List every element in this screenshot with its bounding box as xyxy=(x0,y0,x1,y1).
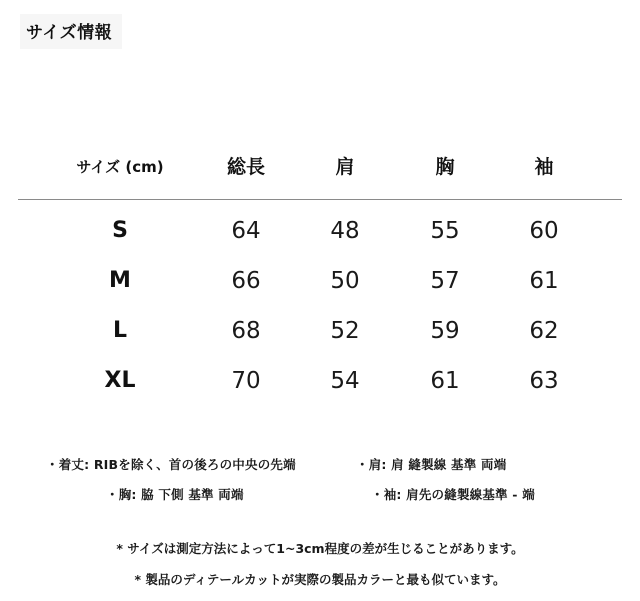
size-label: M xyxy=(109,268,131,293)
table-cell: 55 xyxy=(430,218,460,244)
table-row xyxy=(0,316,640,346)
note-shoulder: ・肩: 肩 縫製線 基準 両端 xyxy=(356,457,507,472)
table-row xyxy=(0,266,640,296)
disclaimer-color: * 製品のディテールカットが実際の製品カラーと最も似ています。 xyxy=(134,572,506,587)
table-cell: 70 xyxy=(231,368,261,394)
page-title: サイズ情報 xyxy=(20,14,122,49)
table-cell: 54 xyxy=(330,368,360,394)
note-chest: ・胸: 脇 下側 基準 両端 xyxy=(106,487,244,502)
note-sleeve: ・袖: 肩先の縫製線基準 - 端 xyxy=(371,487,535,502)
table-cell: 64 xyxy=(231,218,261,244)
size-label: S xyxy=(112,218,128,243)
header-chest: 胸 xyxy=(435,156,455,178)
header-shoulder: 肩 xyxy=(335,156,355,178)
table-cell: 66 xyxy=(231,268,261,294)
header-sleeve: 袖 xyxy=(534,156,554,178)
note-length: ・着丈: RIBを除く、首の後ろの中央の先端 xyxy=(46,457,296,472)
table-cell: 68 xyxy=(231,318,261,344)
header-divider xyxy=(18,199,622,200)
table-row xyxy=(0,216,640,246)
table-cell: 50 xyxy=(330,268,360,294)
table-cell: 61 xyxy=(430,368,460,394)
size-label: L xyxy=(112,318,128,343)
table-header xyxy=(0,150,640,180)
table-cell: 57 xyxy=(430,268,460,294)
size-label: XL xyxy=(104,368,136,393)
table-cell: 63 xyxy=(529,368,559,394)
disclaimer-measurement: * サイズは測定方法によって1~3cm程度の差が生じることがあります。 xyxy=(116,541,524,556)
table-row xyxy=(0,366,640,396)
header-size: サイズ (cm) xyxy=(76,158,164,176)
table-cell: 61 xyxy=(529,268,559,294)
header-length: 総長 xyxy=(226,156,265,178)
table-cell: 59 xyxy=(430,318,460,344)
table-cell: 60 xyxy=(529,218,559,244)
table-cell: 48 xyxy=(330,218,360,244)
table-cell: 62 xyxy=(529,318,559,344)
table-cell: 52 xyxy=(330,318,360,344)
